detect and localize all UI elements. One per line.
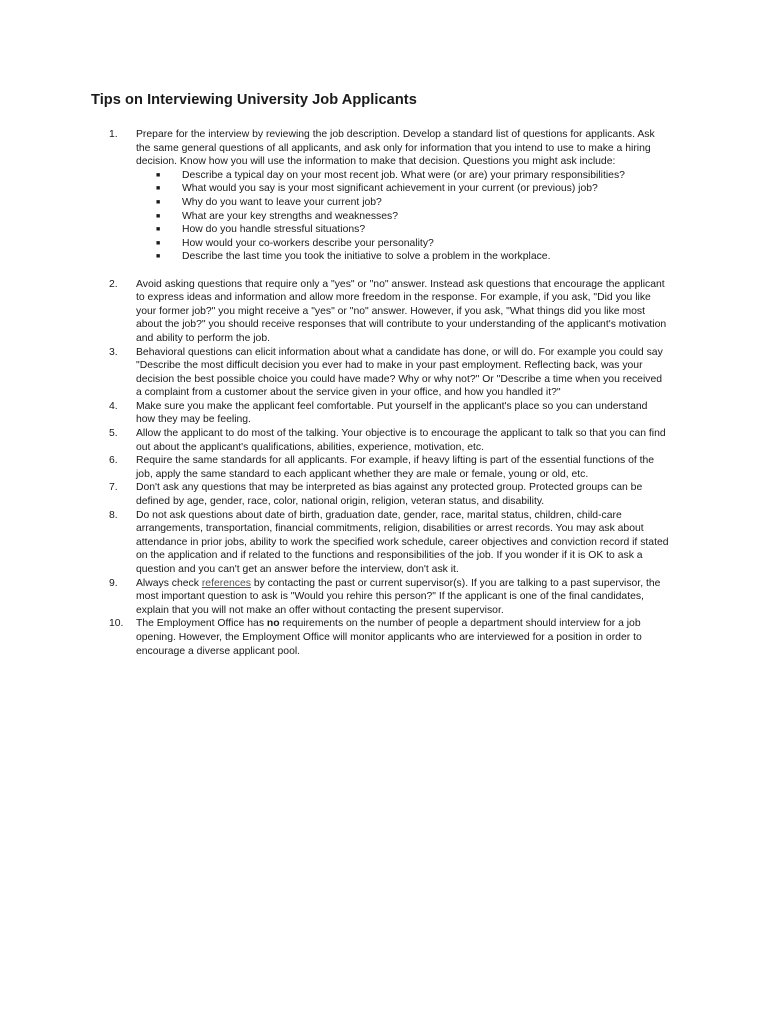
references-link[interactable]: references [201, 577, 251, 589]
question-item [156, 196, 669, 210]
item-body [136, 128, 669, 264]
question-text: Describe a typical day on your most recent job. What were (or are) your primary responsibilities? [182, 169, 625, 181]
list-item [109, 509, 669, 577]
question-list [156, 169, 669, 264]
question-item [156, 169, 669, 183]
item-text: Do not ask questions about date of birth, graduation date, gender, race, marital status, children, child-care arrangements, transportation, financial commitments, religion, disabilities or arrest records. You may ask about attendance in prior jobs, ability to work the specified work schedule, career objectives and conviction record if stated on the application and if related to the functions and responsibilities of the job. If you wonder if it is OK to ask a question and you can't get an answer before the interview, don't ask it. [136, 509, 669, 575]
list-item [109, 577, 669, 618]
square-bullet-icon: ■ [156, 171, 161, 179]
square-bullet-icon: ■ [156, 253, 161, 261]
question-text: How would your co-workers describe your personality? [182, 237, 434, 249]
item-text: Avoid asking questions that require only a "yes" or "no" answer. Instead ask questions that encourage the applicant to express ideas and information and allow more freedom in the response. For example, if you ask, "Did you like your former job?" you might receive a "yes" or "no" answer. However, if you ask, "What things did you like most about the job?" you should receive responses that will contribute to your understanding of the applicant's motivation and ability to perform the job. [136, 278, 667, 344]
square-bullet-icon: ■ [156, 226, 161, 234]
item-number: 9. [109, 577, 118, 589]
item-text: Don't ask any questions that may be interpreted as bias against any protected group. Protected groups can be defined by age, gender, race, color, national origin, religion, veteran status, and disability. [136, 482, 643, 508]
item-number: 1. [109, 129, 118, 140]
item-number: 2. [109, 278, 118, 290]
item-number: 10. [109, 618, 124, 630]
emphasis-no: no [266, 618, 280, 630]
tips-list [109, 128, 669, 658]
list-item [109, 454, 669, 481]
list-item [109, 400, 669, 427]
item-text: Make sure you make the applicant feel comfortable. Put yourself in the applicant's place so you can understand how they may be feeling. [136, 400, 648, 426]
question-item [156, 210, 669, 224]
item-text-rest: requirements on the number of people a department should interview for a job opening. However, the Employment Office will monitor applicants who are interviewed for a position in order to encourage a diverse applicant pool. [136, 618, 642, 657]
square-bullet-icon: ■ [156, 185, 161, 193]
question-item [156, 237, 669, 251]
question-text: How do you handle stressful situations? [182, 224, 366, 236]
list-item [109, 481, 669, 508]
question-text: Describe the last time you took the initiative to solve a problem in the workplace. [182, 251, 551, 263]
item-number: 3. [109, 346, 118, 358]
list-item [109, 346, 669, 400]
question-text: What would you say is your most significant achievement in your current (or previous) job? [182, 183, 598, 195]
question-item [156, 250, 669, 264]
item-number: 6. [109, 455, 118, 467]
item-text-lead: Always check [136, 577, 202, 589]
item-text-rest: by contacting the past or current supervisor(s). If you are talking to a past supervisor, the most important question to ask is "Would you rehire this person?" If the applicant is one of the final candidates, explain that you will not make an offer without contacting the present supervisor. [136, 577, 661, 616]
item-number: 5. [109, 428, 118, 440]
item-number: 4. [109, 400, 118, 412]
square-bullet-icon: ■ [156, 212, 161, 220]
list-item [109, 128, 669, 264]
item-number: 8. [109, 509, 118, 521]
question-item [156, 223, 669, 237]
question-text: Why do you want to leave your current job? [182, 196, 382, 208]
item-number: 7. [109, 482, 118, 494]
square-bullet-icon: ■ [156, 198, 161, 206]
item-text: Require the same standards for all applicants. For example, if heavy lifting is part of the essential functions of the job, apply the same standard to each applicant whether they are male or female, young or old, etc. [136, 455, 655, 480]
item-text [136, 617, 669, 658]
list-item [109, 278, 669, 346]
item-text-lead: The Employment Office has [136, 618, 267, 630]
list-item [109, 427, 669, 454]
item-text: Behavioral questions can elicit information about what a candidate has done, or will do. For example you could say "Describe the most difficult decision you ever had to make in your past employment. Reflecting back, was your decision the best possible choice you could have made? Why or why not?" Or "Describe a time when you received a complaint from a customer about the service given in your office, and how you handled it?" [136, 346, 663, 399]
item-text [136, 577, 669, 618]
page-title: Tips on Interviewing University Job Applicants [91, 92, 417, 108]
square-bullet-icon: ■ [156, 239, 161, 247]
item-text: Allow the applicant to do most of the talking. Your objective is to encourage the applicant to talk so that you can find out about the applicant's qualifications, abilities, experience, motivation, etc. [136, 428, 666, 453]
question-item [156, 182, 669, 196]
list-item [109, 617, 669, 658]
item-text: Prepare for the interview by reviewing the job description. Develop a standard list of questions for applicants. Ask the same general questions of all applicants, and ask only for information that you intend to use to make a hiring decision. Know how you will use the information to make that decision. Questions you might ask include: [136, 129, 655, 168]
question-text: What are your key strengths and weaknesses? [182, 210, 399, 222]
